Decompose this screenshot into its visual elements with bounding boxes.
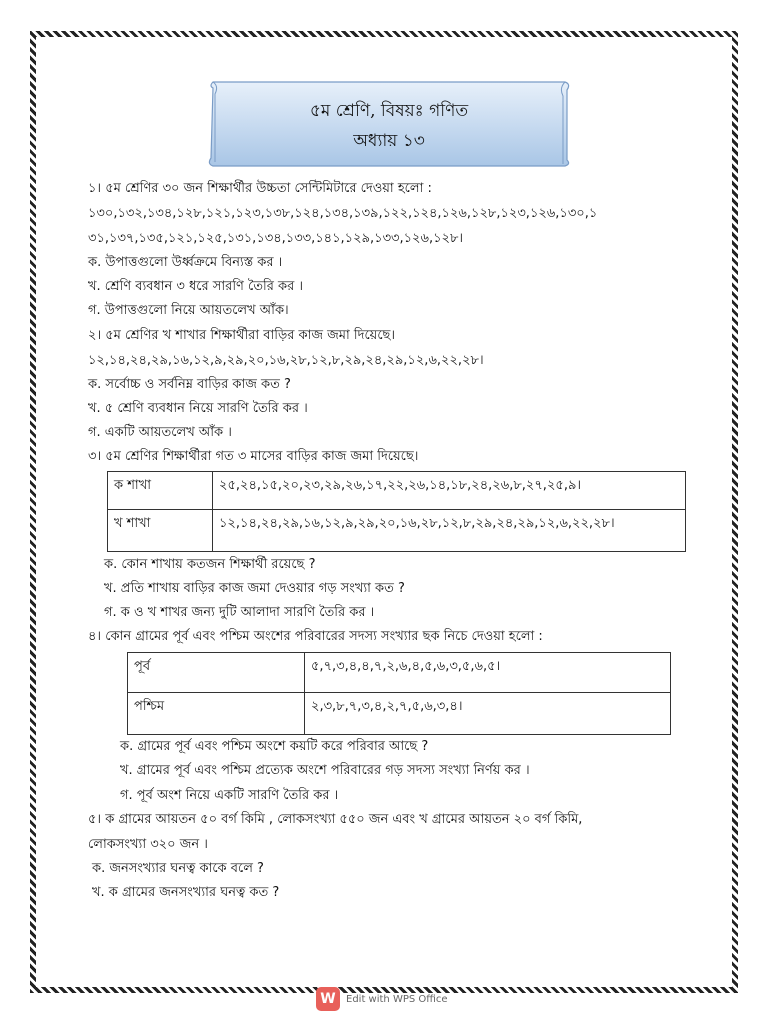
q3-part-c: গ. ক ও খ শাখর জন্য দুটি আলাদা সারণি তৈরি কর । (104, 605, 375, 620)
wps-office-logo-icon: W (316, 987, 340, 1011)
q1-data-line-2: ৩১,১৩৭,১৩৫,১২১,১২৫,১৩১,১৩৪,১৩৩,১৪১,১২৯,১৩৩,১২৬,১২৮। (88, 231, 464, 246)
q1-part-c: গ. উপাত্তগুলো নিয়ে আয়তলেখ আঁক। (88, 303, 289, 318)
q4-part-b: খ. গ্রামের পূর্ব এবং পশ্চিম প্রত্যেক অংশে পরিবারের গড় সদস্য সংখ্যা নির্ণয় কর । (120, 763, 530, 778)
q1-part-b: খ. শ্রেণি ব্যবধান ৩ ধরে সারণি তৈরি কর । (88, 279, 304, 294)
q4-part-c: গ. পূর্ব অংশ নিয়ে একটি সারণি তৈরি কর । (120, 788, 339, 803)
banner-title: ৫ম শ্রেণি, বিষয়ঃ গণিত (309, 101, 469, 121)
table-cell-label: খ শাখা (108, 510, 213, 552)
q1-data-line-1: ১৩০,১৩২,১৩৪,১২৮,১২১,১২৩,১৩৮,১২৪,১৩৪,১৩৯,১২২,১২৪,১২৬,১২৮,১২৩,১২৬,১৩০,১ (88, 206, 598, 221)
q4-part-a: ক. গ্রামের পূর্ব এবং পশ্চিম অংশে কয়টি করে পরিবার আছে ? (120, 739, 429, 754)
table-row (128, 693, 671, 735)
q5-part-b: খ. ক গ্রামের জনসংখ্যার ঘনত্ব কত ? (92, 885, 280, 900)
table-cell-values: ৫,৭,৩,৪,৪,৭,২,৬,৪,৫,৬,৩,৫,৬,৫। (305, 653, 671, 693)
q3-part-a: ক. কোন শাখায় কতজন শিক্ষার্থী রয়েছে ? (104, 557, 316, 572)
title-banner (205, 78, 573, 170)
q5-part-a: ক. জনসংখ্যার ঘনত্ব কাকে বলে ? (92, 861, 264, 876)
q2-part-b: খ. ৫ শ্রেণি ব্যবধান নিয়ে সারণি তৈরি কর । (88, 401, 308, 416)
q5-intro-line-2: লোকসংখ্যা ৩২০ জন । (88, 837, 208, 852)
table-cell-values: ২,৩,৮,৭,৩,৪,২,৭,৫,৬,৩,৪। (305, 693, 671, 735)
q2-part-c: গ. একটি আয়তলেখ আঁক । (88, 425, 232, 440)
q1-intro: ১। ৫ম শ্রেণির ৩০ জন শিক্ষার্থীর উচ্চতা সেন্টিমিটারে দেওয়া হলো : (88, 181, 432, 196)
table-cell-values: ২৫,২৪,১৫,২০,২৩,২৯,২৬,১৭,২২,২৬,১৪,১৮,২৪,২৬,৮,২৭,২৫,৯। (213, 472, 686, 510)
table-cell-label: পূর্ব (128, 653, 305, 693)
table-cell-label: ক শাখা (108, 472, 213, 510)
q3-intro: ৩। ৫ম শ্রেণির শিক্ষার্থীরা গত ৩ মাসের বাড়ির কাজ জমা দিয়েছে। (88, 449, 419, 464)
q5-intro-line-1: ৫। ক গ্রামের আয়তন ৫০ বর্গ কিমি , লোকসংখ্যা ৫৫০ জন এবং খ গ্রামের আয়তন ২০ বর্গ কিমি, (88, 812, 583, 827)
wps-watermark[interactable] (316, 986, 448, 1012)
table-cell-label: পশ্চিম (128, 693, 305, 735)
banner-subtitle: অধ্যায় ১৩ (353, 131, 425, 151)
table-row (108, 472, 686, 510)
q2-intro: ২। ৫ম শ্রেণির খ শাখার শিক্ষার্থীরা বাড়ির কাজ জমা দিয়েছে। (88, 328, 396, 343)
table-cell-values: ১২,১৪,২৪,২৯,১৬,১২,৯,২৯,২০,১৬,২৮,১২,৮,২৯,২৪,২৯,১২,৬,২২,২৮। (213, 510, 686, 552)
table-row (128, 653, 671, 693)
q3-part-b: খ. প্রতি শাখায় বাড়ির কাজ জমা দেওয়ার গড় সংখ্যা কত ? (104, 581, 405, 596)
q4-table (127, 652, 671, 735)
q2-part-a: ক. সর্বোচ্চ ও সর্বনিম্ন বাড়ির কাজ কত ? (88, 377, 291, 392)
table-row (108, 510, 686, 552)
wps-watermark-text: Edit with WPS Office (346, 993, 448, 1005)
q2-data: ১২,১৪,২৪,২৯,১৬,১২,৯,২৯,২০,১৬,২৮,১২,৮,২৯,২৪,২৯,১২,৬,২২,২৮। (88, 353, 484, 368)
q3-table (107, 471, 686, 552)
q4-intro: ৪। কোন গ্রামের পূর্ব এবং পশ্চিম অংশের পরিবারের সদস্য সংখ্যার ছক নিচে দেওয়া হলো : (88, 629, 543, 644)
q1-part-a: ক. উপাত্তগুলো উর্ধ্বক্রমে বিন্যস্ত কর । (88, 255, 283, 270)
